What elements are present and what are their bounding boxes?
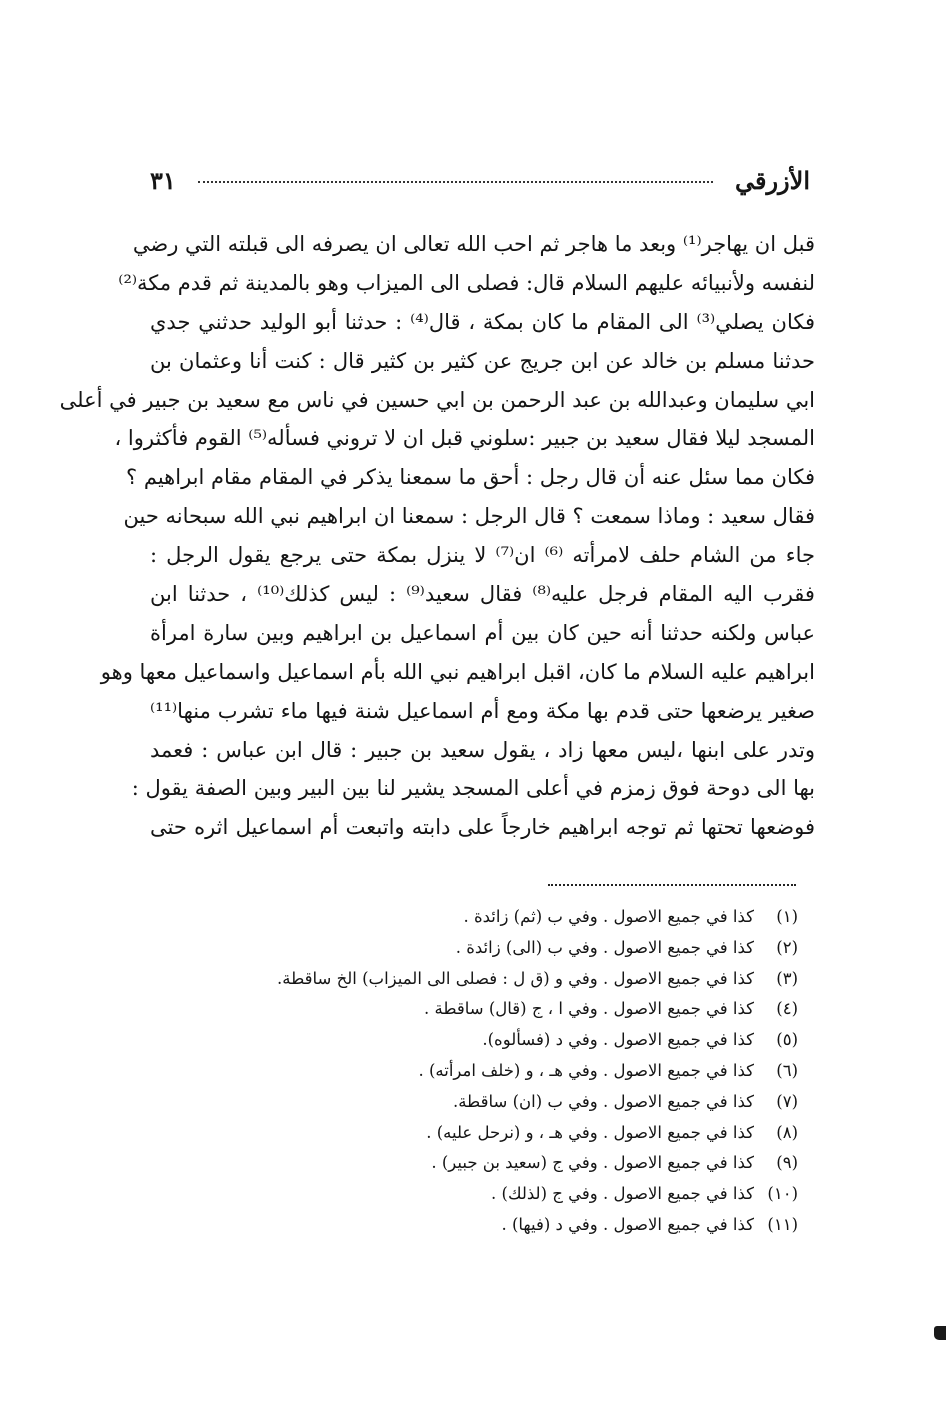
footnote-number: (١٠) [767, 1184, 798, 1204]
footnote [238, 1118, 798, 1149]
footnote-text: كذا في جميع الاصول . وفي د (فسألوه). [482, 1030, 754, 1050]
text-line: فقال سعيد : وماذا سمعت ؟ قال الرجل : سمعنا ان ابراهيم نبي الله سبحانه حين [123, 504, 815, 529]
text-line: صغير يرضعها حتى قدم بها مكة ومع أم اسماعيل شنة فيها ماء تشرب منها⁽¹¹⁾ [150, 698, 815, 723]
running-title: الأزرقي [734, 165, 810, 195]
footnote-number: (١) [776, 907, 798, 926]
text-line: المسجد ليلا فقال سعيد بن جبير :سلوني قبل ان لا تروني فسأله⁽⁵⁾ القوم فأكثروا ، [114, 426, 815, 451]
footnote-separator [548, 884, 796, 886]
text-line: فوضعها تحتها ثم توجه ابراهيم خارجاً على دابته واتبعت أم اسماعيل اثره حتى [150, 815, 815, 840]
header-dotted-leader [198, 181, 713, 183]
footnote-number: (٦) [776, 1060, 798, 1080]
footnote-text: كذا في جميع الاصول . وفي هـ ، و (خلف امرأته) . [418, 1060, 754, 1080]
footnote-number: (٤) [776, 999, 798, 1019]
footnote [238, 964, 798, 995]
footnote [238, 933, 798, 964]
footnote-number: (٥) [776, 1030, 798, 1050]
footnote [238, 1025, 798, 1056]
text-line: لنفسه ولأنبيائه عليهم السلام قال: فصلى الى الميزاب وهو بالمدينة ثم قدم مكة⁽²⁾ [118, 270, 815, 295]
text-line: قبل ان يهاجر⁽¹⁾ وبعد ما هاجر ثم احب الله تعالى ان يصرفه الى قبلته التي رضي [132, 232, 815, 256]
footnote-number: (٢) [776, 937, 798, 957]
footnote-text: كذا في جميع الاصول . وفي ج (سعيد بن جبير) . [431, 1153, 754, 1173]
footnote-text: كذا في جميع الاصول . وفي ب (ثم) زائدة . [463, 907, 754, 926]
footnote [238, 1148, 798, 1179]
text-line: حدثنا مسلم بن خالد عن ابن جريج عن كثير بن كثير قال : كنت أنا وعثمان بن [150, 348, 815, 373]
footnote [238, 1179, 798, 1210]
text-line: عباس ولكنه حدثنا أنه حين كان بين أم اسماعيل بن ابراهيم وبين سارة امرأة [150, 620, 815, 645]
scan-edge-mark [934, 1326, 946, 1340]
footnote-text: كذا في جميع الاصول . وفي ج (لذلك) . [491, 1184, 754, 1204]
footnote-number: (٣) [776, 968, 798, 988]
text-line: ابي سليمان وعبدالله بن عبد الرحمن بن ابي حسين في ناس مع سعيد بن جبير في أعلى [59, 387, 815, 412]
main-text [59, 225, 816, 847]
footnote-text: كذا في جميع الاصول . وفي د (فيها) . [501, 1214, 754, 1234]
text-line: فكان مما سئل عنه أن قال رجل : أحق ما سمعنا يذكر في المقام مقام ابراهيم ؟ [126, 465, 815, 490]
footnote-number: (٩) [776, 1153, 798, 1173]
footnote [238, 902, 798, 933]
text-line: ابراهيم عليه السلام ما كان، اقبل ابراهيم نبي الله بأم اسماعيل واسماعيل معها وهو [100, 659, 815, 684]
footnote-number: (٧) [776, 1091, 798, 1111]
footnote [238, 1056, 798, 1087]
footnote [238, 994, 798, 1025]
footnote-text: كذا في جميع الاصول . وفي ب (الى) زائدة . [455, 937, 754, 957]
footnotes [238, 902, 798, 1241]
footnote-number: (٨) [776, 1122, 798, 1142]
text-line: بها الى دوحة فوق زمزم في أعلى المسجد يشير لنا بين البير وبين الصفة يقول : [131, 776, 815, 801]
footnote-text: كذا في جميع الاصول . وفي و (ق ل : فصلى الى الميزاب) الخ ساقطة. [277, 968, 754, 988]
text-line: وتدر على ابنها ،ليس معها زاد ، يقول سعيد بن جبير : قال ابن عباس : فعمد [150, 737, 815, 762]
text-line: فكان يصلي⁽³⁾ الى المقام ما كان بمكة ، قال⁽⁴⁾ : حدثنا أبو الوليد حدثني جدي [150, 309, 815, 334]
footnote-text: كذا في جميع الاصول . وفي ب (ان) ساقطة. [452, 1091, 754, 1111]
text-line: جاء من الشام حلف لامرأته ⁽⁶⁾ ان⁽⁷⁾ لا ينزل بمكة حتى يرجع يقول الرجل : [150, 543, 816, 568]
footnote-text: كذا في جميع الاصول . وفي هـ ، و (نرحل عليه) . [426, 1122, 754, 1142]
text-line: فقرب اليه المقام فرجل عليه⁽⁸⁾ فقال سعيد⁽⁹⁾ : ليس كذلك⁽¹⁰⁾ ، حدثنا ابن [150, 582, 815, 607]
footnote [238, 1087, 798, 1118]
page-number: ٣١ [150, 165, 176, 195]
footnote-number: (١١) [767, 1214, 798, 1234]
footnote-text: كذا في جميع الاصول . وفي ا ، ج (قال) ساقطة . [423, 999, 754, 1019]
footnote [238, 1210, 798, 1241]
running-header [150, 160, 810, 200]
